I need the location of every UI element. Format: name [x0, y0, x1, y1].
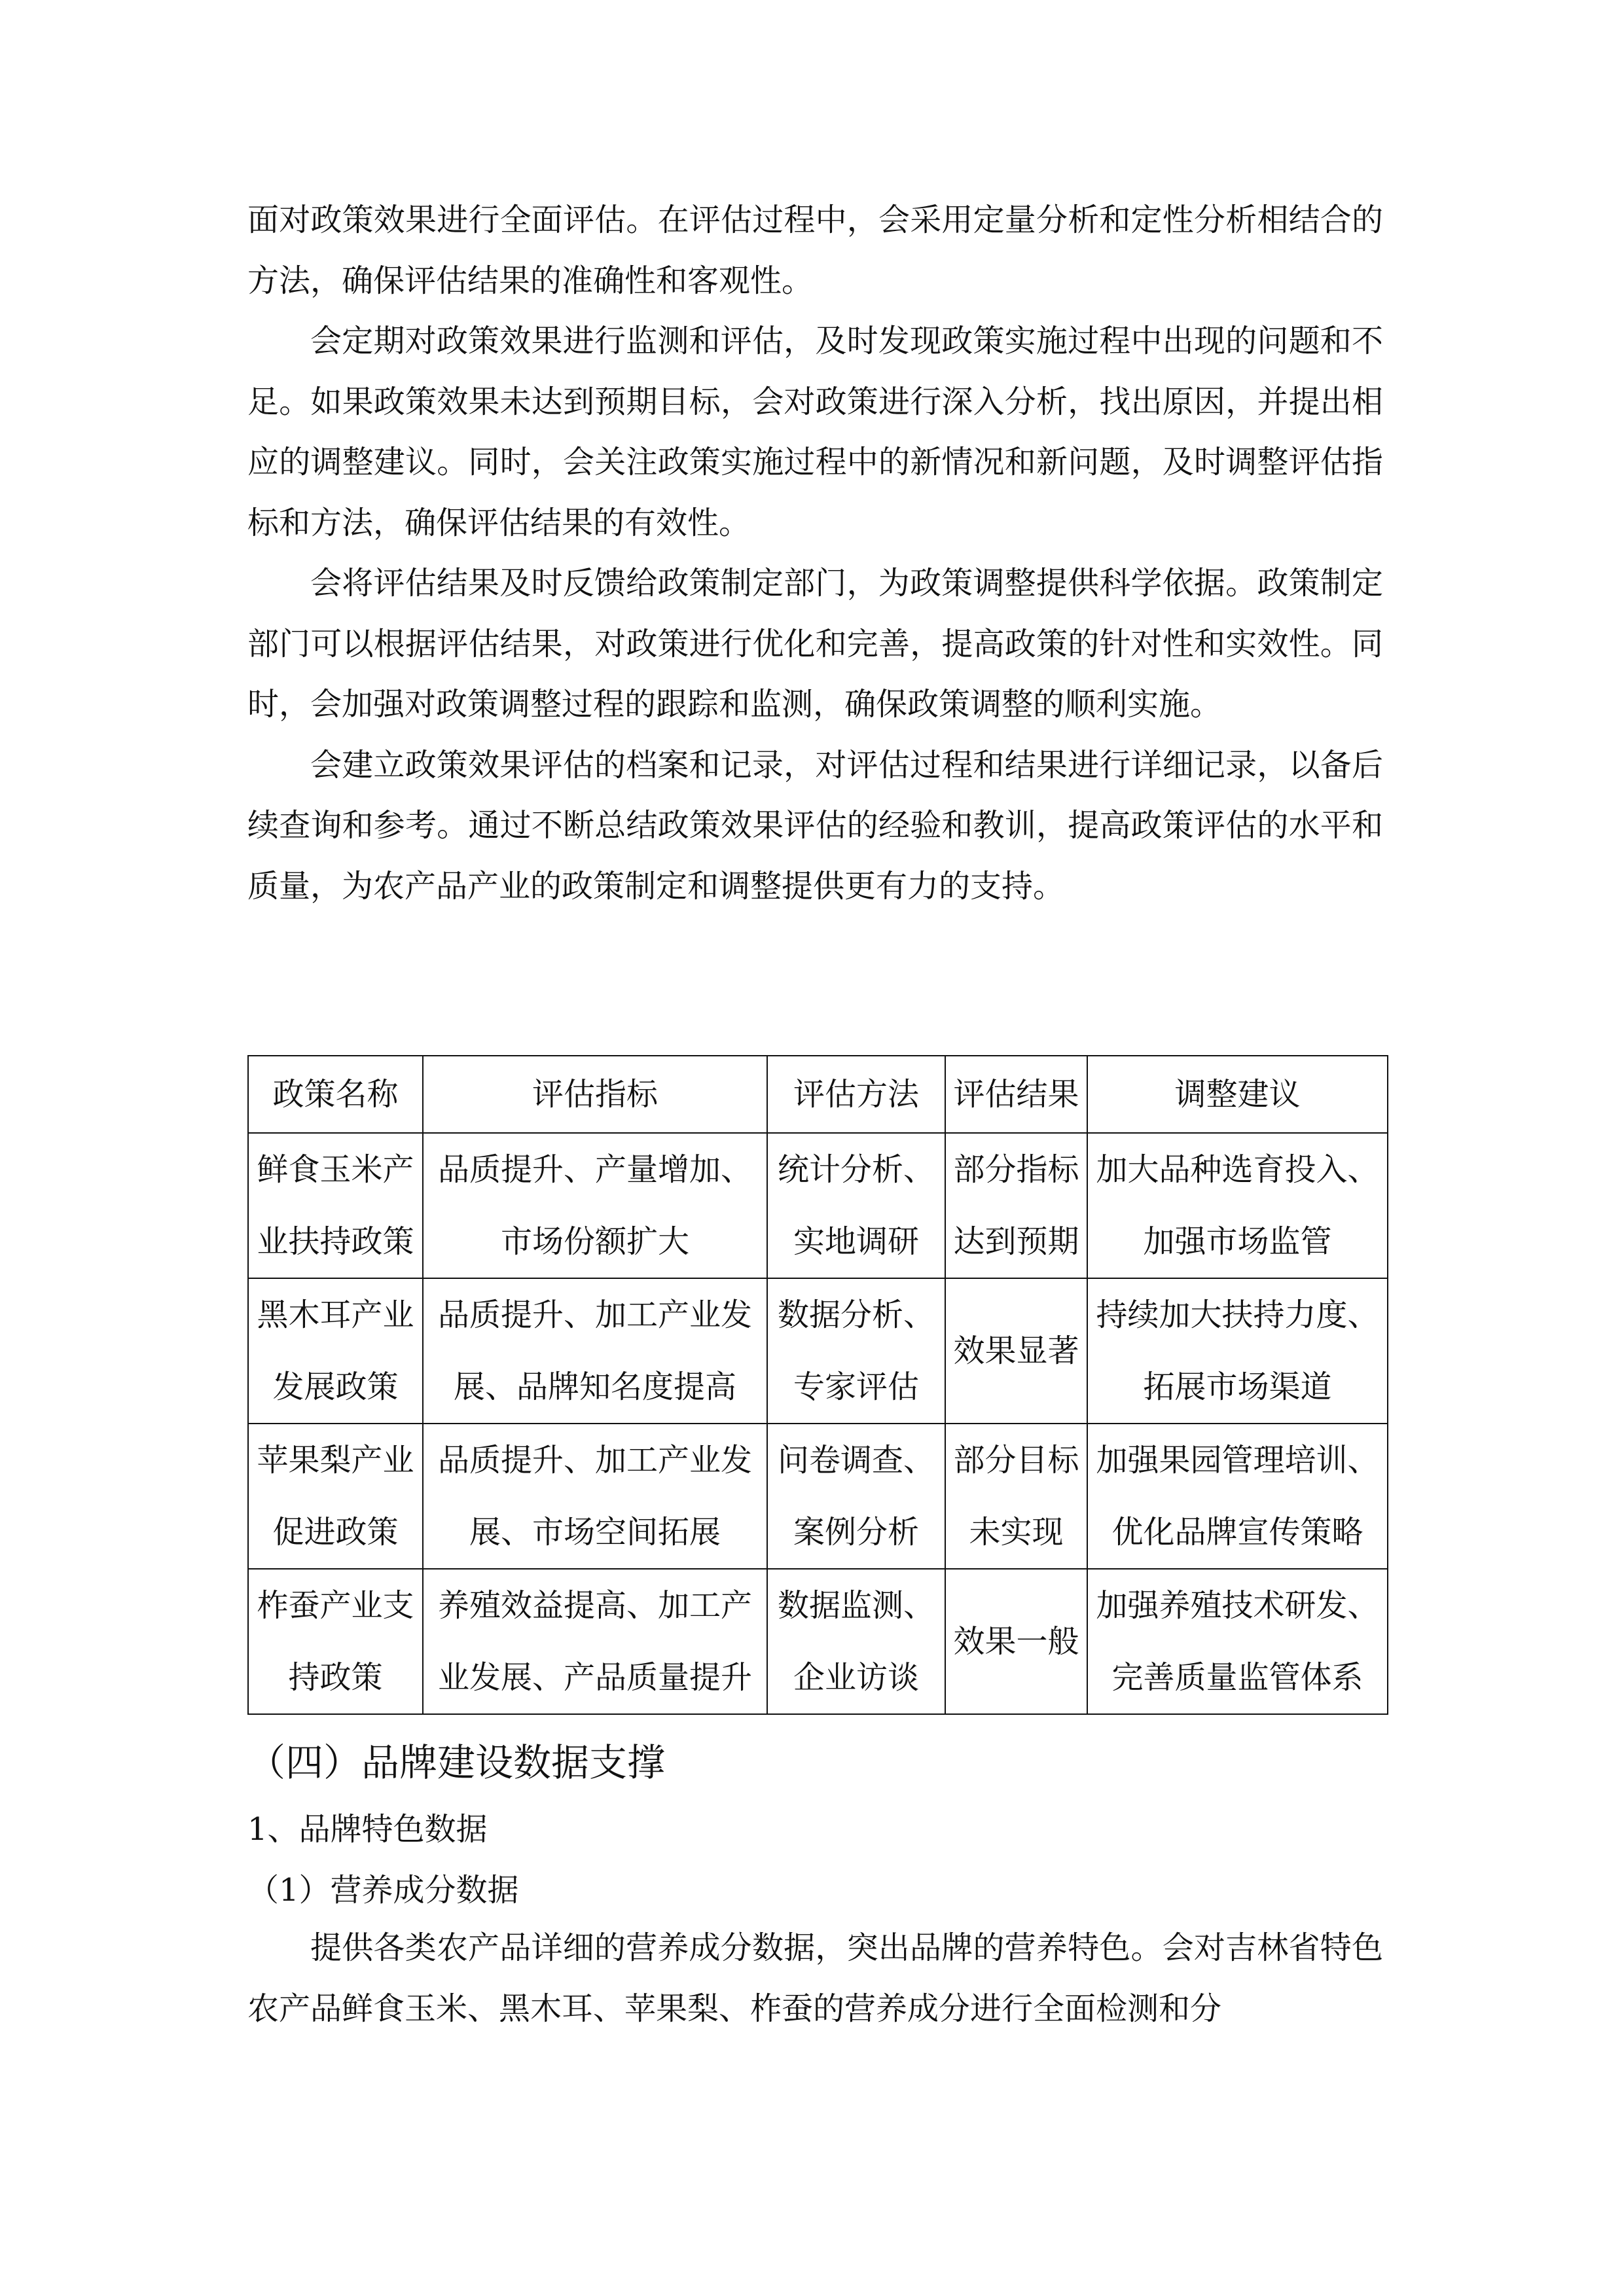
table-row [248, 1424, 1388, 1569]
cell-suggestions: 加强养殖技术研发、完善质量监管体系 [1087, 1569, 1388, 1714]
cell-policy-name: 苹果梨产业促进政策 [248, 1424, 423, 1569]
paragraph-3: 会将评估结果及时反馈给政策制定部门，为政策调整提供科学依据。政策制定部门可以根据评估结果，对政策进行优化和完善，提高政策的针对性和实效性。同时，会加强对政策调整过程的跟踪和监测，确保政策调整的顺利实施。 [247, 565, 1383, 723]
header-indicators: 评估指标 [423, 1056, 767, 1133]
table-header-row [248, 1056, 1388, 1133]
cell-suggestions: 持续加大扶持力度、拓展市场渠道 [1087, 1278, 1388, 1424]
subheading-brand-features: 1、品牌特色数据 [247, 1811, 488, 1848]
header-policy-name: 政策名称 [248, 1056, 423, 1133]
cell-results: 效果显著 [945, 1278, 1087, 1424]
cell-indicators: 品质提升、产量增加、市场份额扩大 [423, 1133, 767, 1278]
cell-suggestions: 加强果园管理培训、优化品牌宣传策略 [1087, 1424, 1388, 1569]
paragraph-1: 面对政策效果进行全面评估。在评估过程中，会采用定量分析和定性分析相结合的方法，确保评估结果的准确性和客观性。 [247, 202, 1383, 299]
paragraph-final: 提供各类农产品详细的营养成分数据，突出品牌的营养特色。会对吉林省特色农产品鲜食玉米、黑木耳、苹果梨、柞蚕的营养成分进行全面检测和分 [247, 1929, 1383, 2027]
cell-methods: 统计分析、实地调研 [767, 1133, 945, 1278]
header-results: 评估结果 [945, 1056, 1087, 1133]
body-text [247, 190, 1383, 916]
cell-results: 部分指标达到预期 [945, 1133, 1087, 1278]
table-row [248, 1569, 1388, 1714]
cell-methods: 数据分析、专家评估 [767, 1278, 945, 1424]
final-text [247, 1918, 1383, 2039]
header-methods: 评估方法 [767, 1056, 945, 1133]
cell-results: 效果一般 [945, 1569, 1087, 1714]
cell-policy-name: 黑木耳产业发展政策 [248, 1278, 423, 1424]
header-suggestions: 调整建议 [1087, 1056, 1388, 1133]
cell-indicators: 品质提升、加工产业发展、品牌知名度提高 [423, 1278, 767, 1424]
cell-methods: 问卷调查、案例分析 [767, 1424, 945, 1569]
cell-indicators: 养殖效益提高、加工产业发展、产品质量提升 [423, 1569, 767, 1714]
cell-policy-name: 柞蚕产业支持政策 [248, 1569, 423, 1714]
paragraph-2: 会定期对政策效果进行监测和评估，及时发现政策实施过程中出现的问题和不足。如果政策效果未达到预期目标，会对政策进行深入分析，找出原因，并提出相应的调整建议。同时，会关注政策实施过程中的新情况和新问题，及时调整评估指标和方法，确保评估结果的有效性。 [247, 323, 1383, 541]
policy-evaluation-table [247, 1055, 1388, 1715]
cell-results: 部分目标未实现 [945, 1424, 1087, 1569]
cell-indicators: 品质提升、加工产业发展、市场空间拓展 [423, 1424, 767, 1569]
cell-suggestions: 加大品种选育投入、加强市场监管 [1087, 1133, 1388, 1278]
table-row [248, 1133, 1388, 1278]
section-heading: （四）品牌建设数据支撑 [247, 1740, 666, 1785]
table-row [248, 1278, 1388, 1424]
paragraph-4: 会建立政策效果评估的档案和记录，对评估过程和结果进行详细记录，以备后续查询和参考。通过不断总结政策效果评估的经验和教训，提高政策评估的水平和质量，为农产品产业的政策制定和调整提供更有力的支持。 [247, 746, 1383, 905]
subheading-nutrition-data: （1）营养成分数据 [247, 1872, 519, 1909]
cell-methods: 数据监测、企业访谈 [767, 1569, 945, 1714]
cell-policy-name: 鲜食玉米产业扶持政策 [248, 1133, 423, 1278]
